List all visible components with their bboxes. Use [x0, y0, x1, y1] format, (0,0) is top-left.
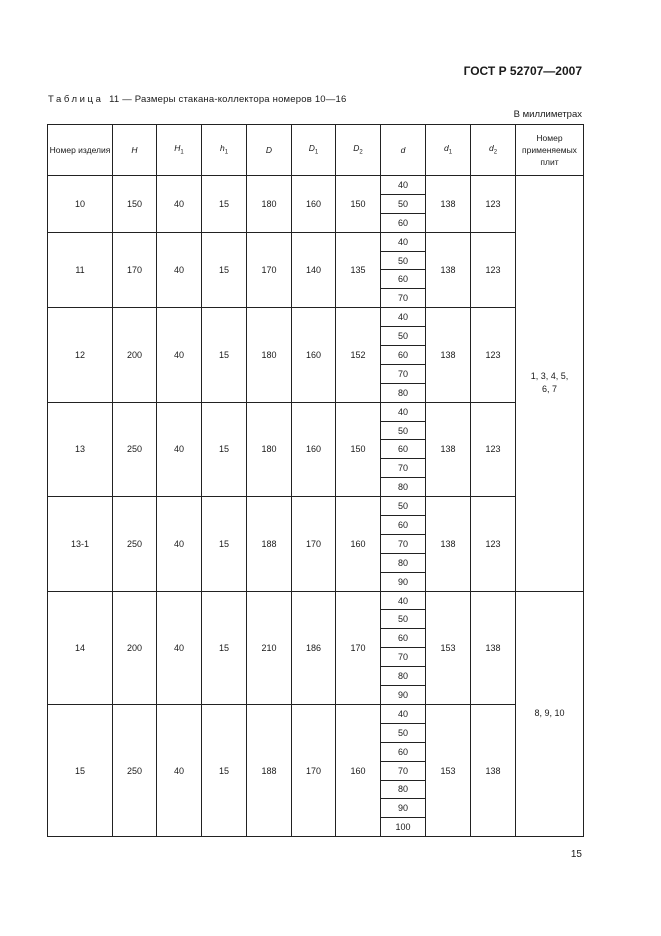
cell-h1: 40 [157, 591, 202, 704]
cell-d: 180 [247, 308, 292, 402]
table-caption-text: 11 — Размеры стакана-коллектора номеров 10—16 [109, 94, 347, 105]
cell-d2: 123 [471, 497, 516, 591]
cell-h1: 40 [157, 497, 202, 591]
cell-h1: 40 [157, 704, 202, 836]
cell-d: 50 [381, 497, 426, 516]
column-header [336, 125, 381, 176]
cell-d: 50 [381, 421, 426, 440]
column-header [157, 125, 202, 176]
column-header [516, 125, 584, 176]
cell-h: 170 [113, 232, 157, 308]
cell-h1: 40 [157, 176, 202, 233]
cell-h1: 15 [202, 176, 247, 233]
cell-d: 90 [381, 572, 426, 591]
cell-num: 13-1 [48, 497, 113, 591]
table-header-row [48, 125, 584, 176]
cell-d: 180 [247, 176, 292, 233]
cell-d1: 138 [426, 232, 471, 308]
cell-h: 250 [113, 402, 157, 496]
cell-num: 12 [48, 308, 113, 402]
cell-h1: 15 [202, 591, 247, 704]
column-header-label: d [400, 145, 406, 155]
cell-d1: 160 [292, 308, 336, 402]
cell-d: 70 [381, 648, 426, 667]
cell-d1: 138 [426, 308, 471, 402]
column-header [381, 125, 426, 176]
cell-d: 90 [381, 686, 426, 705]
column-header-label: Номер применяемых плит [522, 133, 577, 167]
cell-d: 70 [381, 364, 426, 383]
table-caption [48, 94, 346, 105]
cell-d: 60 [381, 629, 426, 648]
cell-h1: 15 [202, 402, 247, 496]
column-header-subscript: 1 [448, 149, 453, 156]
cell-plates: 1, 3, 4, 5, 6, 7 [516, 176, 584, 592]
cell-d2: 152 [336, 308, 381, 402]
table-row [48, 591, 584, 610]
cell-h: 150 [113, 176, 157, 233]
cell-d: 40 [381, 232, 426, 251]
cell-num: 14 [48, 591, 113, 704]
table-row [48, 308, 584, 327]
cell-h1: 40 [157, 232, 202, 308]
cell-d: 90 [381, 799, 426, 818]
cell-d: 80 [381, 553, 426, 572]
table-row [48, 497, 584, 516]
cell-d: 70 [381, 289, 426, 308]
cell-d: 40 [381, 176, 426, 195]
cell-d1: 186 [292, 591, 336, 704]
cell-d2: 170 [336, 591, 381, 704]
cell-d: 80 [381, 780, 426, 799]
cell-d: 60 [381, 346, 426, 365]
cell-d1: 153 [426, 591, 471, 704]
cell-h: 200 [113, 308, 157, 402]
column-header [113, 125, 157, 176]
cell-d: 60 [381, 213, 426, 232]
cell-d2: 123 [471, 176, 516, 233]
cell-d: 50 [381, 327, 426, 346]
cell-h: 250 [113, 704, 157, 836]
dimensions-table [47, 124, 584, 837]
cell-d: 50 [381, 723, 426, 742]
cell-d1: 138 [426, 402, 471, 496]
cell-d: 170 [247, 232, 292, 308]
column-header-label: D [265, 145, 273, 155]
cell-h1: 15 [202, 704, 247, 836]
cell-d1: 160 [292, 402, 336, 496]
table-caption-word: Таблица [48, 94, 104, 105]
cell-d1: 140 [292, 232, 336, 308]
cell-d1: 170 [292, 704, 336, 836]
column-header [247, 125, 292, 176]
column-header [48, 125, 113, 176]
column-header-subscript: 1 [224, 149, 229, 156]
cell-d2: 135 [336, 232, 381, 308]
column-header-label: Номер изделия [49, 145, 111, 155]
cell-d: 188 [247, 497, 292, 591]
cell-d1: 138 [426, 176, 471, 233]
cell-h: 200 [113, 591, 157, 704]
column-header-label: d [443, 142, 449, 153]
column-header [471, 125, 516, 176]
column-header-label: h [219, 142, 225, 153]
cell-d: 80 [381, 383, 426, 402]
cell-d: 80 [381, 667, 426, 686]
cell-d: 40 [381, 591, 426, 610]
cell-d2: 160 [336, 497, 381, 591]
cell-h1: 40 [157, 308, 202, 402]
column-header-label: d [488, 142, 494, 153]
document-standard-number: ГОСТ Р 52707—2007 [463, 64, 582, 78]
table-row [48, 232, 584, 251]
cell-h1: 15 [202, 497, 247, 591]
cell-d2: 138 [471, 704, 516, 836]
column-header-label: D [353, 142, 360, 153]
cell-d: 60 [381, 742, 426, 761]
column-header-subscript: 2 [359, 149, 363, 156]
page-number: 15 [570, 849, 582, 860]
cell-d1: 153 [426, 704, 471, 836]
column-header [202, 125, 247, 176]
cell-d: 40 [381, 402, 426, 421]
cell-h1: 15 [202, 232, 247, 308]
cell-d: 50 [381, 610, 426, 629]
cell-d: 70 [381, 761, 426, 780]
table-row [48, 402, 584, 421]
column-header-subscript: 2 [493, 149, 498, 156]
cell-num: 13 [48, 402, 113, 496]
cell-num: 11 [48, 232, 113, 308]
cell-d2: 123 [471, 402, 516, 496]
cell-d2: 123 [471, 308, 516, 402]
column-header-subscript: 1 [180, 149, 184, 156]
cell-plates: 8, 9, 10 [516, 591, 584, 837]
column-header [426, 125, 471, 176]
cell-d: 60 [381, 440, 426, 459]
cell-d: 60 [381, 516, 426, 535]
cell-d2: 123 [471, 232, 516, 308]
cell-d2: 138 [471, 591, 516, 704]
cell-d: 210 [247, 591, 292, 704]
cell-d: 80 [381, 478, 426, 497]
column-header-label: D [308, 142, 315, 153]
cell-d2: 160 [336, 704, 381, 836]
cell-d: 100 [381, 818, 426, 837]
cell-d2: 150 [336, 176, 381, 233]
cell-h1: 15 [202, 308, 247, 402]
cell-d: 70 [381, 534, 426, 553]
cell-d: 60 [381, 270, 426, 289]
units-note: В миллиметрах [513, 109, 582, 120]
cell-d1: 138 [426, 497, 471, 591]
cell-d: 50 [381, 194, 426, 213]
table-row [48, 704, 584, 723]
cell-d: 188 [247, 704, 292, 836]
cell-h1: 40 [157, 402, 202, 496]
column-header-label: H [131, 145, 138, 155]
cell-num: 15 [48, 704, 113, 836]
column-header [292, 125, 336, 176]
cell-num: 10 [48, 176, 113, 233]
cell-d: 50 [381, 251, 426, 270]
table-body [48, 176, 584, 837]
column-header-subscript: 1 [314, 149, 319, 156]
cell-d: 40 [381, 704, 426, 723]
cell-d1: 160 [292, 176, 336, 233]
cell-d: 180 [247, 402, 292, 496]
column-header-label: H [174, 142, 181, 153]
cell-d1: 170 [292, 497, 336, 591]
cell-d: 70 [381, 459, 426, 478]
table-row [48, 176, 584, 195]
cell-d2: 150 [336, 402, 381, 496]
cell-h: 250 [113, 497, 157, 591]
cell-d: 40 [381, 308, 426, 327]
